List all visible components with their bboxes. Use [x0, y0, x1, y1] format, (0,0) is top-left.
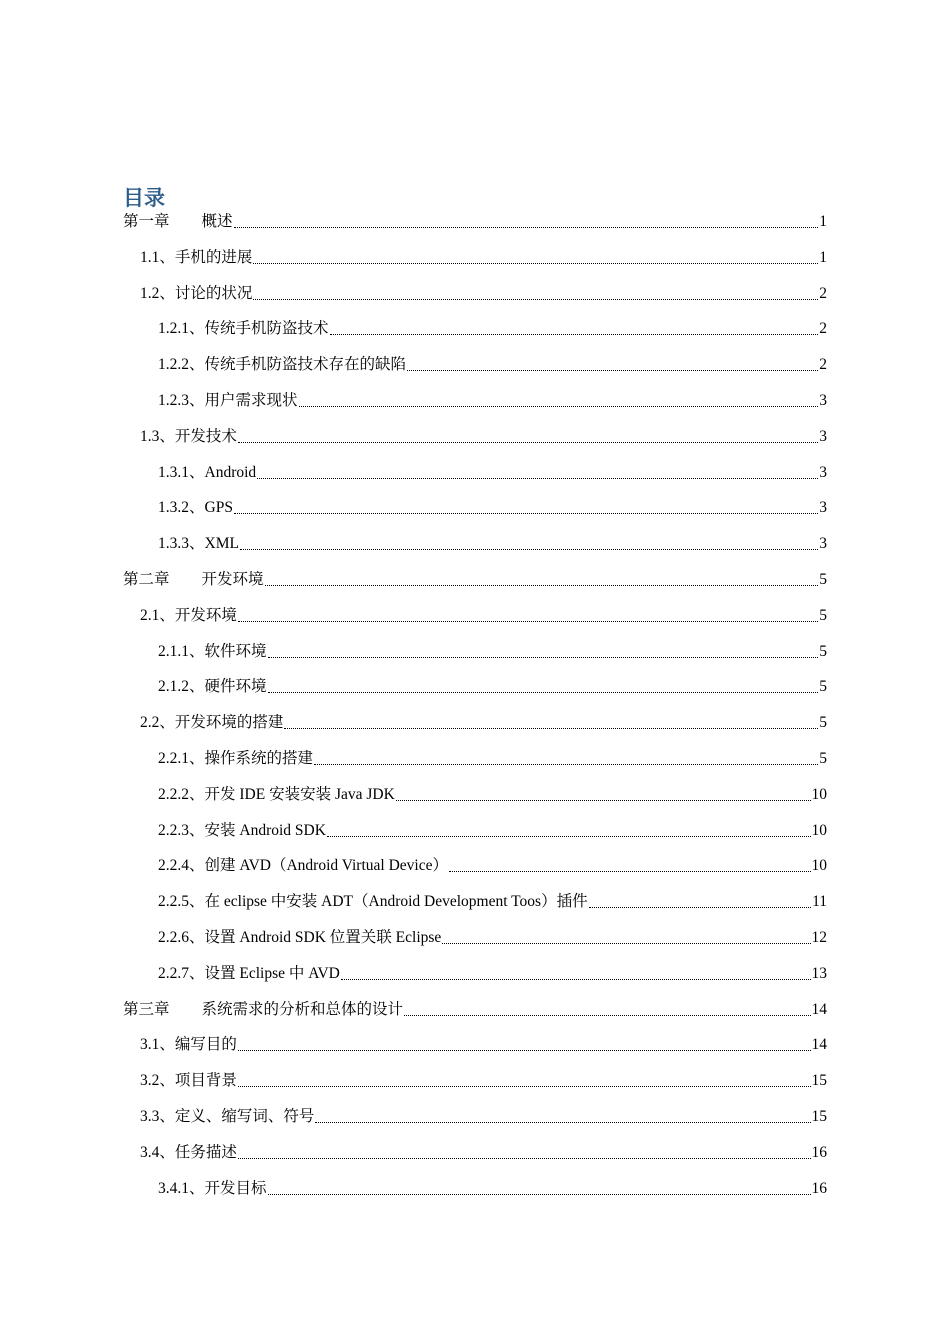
toc-dot-leader: [407, 369, 818, 371]
toc-entry[interactable]: [158, 781, 827, 805]
toc-entry-label: [158, 749, 313, 769]
toc-page-number: 10: [811, 821, 827, 839]
toc-entry-text: 1.2.3、用户需求现状: [158, 392, 298, 409]
toc-dot-leader: [284, 727, 818, 729]
toc-entry[interactable]: [158, 387, 827, 411]
toc-page-number: 14: [811, 1036, 827, 1054]
toc-dot-leader: [327, 835, 811, 837]
toc-page-number: 3: [819, 535, 827, 553]
toc-entry[interactable]: [140, 423, 827, 447]
toc-entry-text: 开发环境: [201, 571, 264, 588]
toc-dot-leader: [234, 226, 819, 228]
toc-entry-text: 2.2.2、开发 IDE 安装安装 Java JDK: [158, 785, 395, 803]
toc-page-number: 5: [819, 642, 827, 660]
toc-entry-label: [158, 319, 329, 339]
toc-entry-text: 3.2、项目背景: [140, 1072, 237, 1090]
toc-dot-leader: [238, 1157, 811, 1159]
toc-entry[interactable]: [158, 924, 827, 948]
toc-page-number: 16: [811, 1143, 827, 1161]
toc-page-number: 12: [811, 929, 827, 946]
toc-entry-text: 3.1、编写目的: [140, 1036, 237, 1054]
toc-entry-label: [158, 677, 267, 697]
toc-entry-label: [158, 785, 395, 805]
toc-entry-text: 2.1、开发环境: [140, 606, 237, 624]
toc-dot-leader: [253, 262, 818, 264]
toc-entry-text: 系统需求的分析和总体的设计: [201, 1000, 404, 1018]
toc-entry[interactable]: [158, 494, 827, 518]
toc-entry-label: [123, 212, 233, 232]
toc-page-number: 10: [811, 785, 827, 803]
toc-entry-text: 3.3、定义、缩写词、符号: [140, 1108, 315, 1125]
toc-entry-label: [140, 248, 252, 268]
toc-entry-label: [140, 713, 283, 733]
toc-entry-text: 2.2.3、安装 Android SDK: [158, 821, 326, 839]
toc-page-number: 5: [819, 571, 827, 588]
toc-page-number: 10: [811, 857, 827, 875]
toc-entry[interactable]: [158, 459, 827, 483]
toc-entry[interactable]: [158, 1175, 827, 1199]
toc-dot-leader: [404, 1014, 810, 1016]
toc-entry-text: 3.4.1、开发目标: [158, 1179, 267, 1197]
toc-entry-label: [123, 1000, 403, 1020]
toc-page-number: 3: [819, 499, 827, 517]
toc-entry-label: [140, 1071, 237, 1091]
toc-entry[interactable]: [158, 960, 827, 984]
toc-dot-leader: [449, 870, 811, 872]
toc-entry[interactable]: [140, 280, 827, 304]
toc-entry-text: 2.2.4、创建 AVD（Android Virtual Device）: [158, 857, 448, 875]
toc-entry[interactable]: [158, 888, 827, 912]
toc-dot-leader: [238, 620, 818, 622]
toc-dot-leader: [268, 691, 819, 693]
toc-page-number: 2: [819, 320, 827, 338]
toc-entry-text: 2.2.6、设置 Android SDK 位置关联 Eclipse: [158, 929, 442, 946]
toc-page-number: 5: [819, 750, 827, 767]
toc-chapter-number: 第一章: [123, 213, 170, 230]
toc-page-number: 3: [819, 392, 827, 409]
toc-dot-leader: [253, 298, 818, 300]
toc-dot-leader: [589, 906, 811, 908]
toc-dot-leader: [442, 942, 810, 944]
toc-page-number: 11: [812, 893, 827, 911]
toc-dot-leader: [234, 512, 818, 514]
toc-entry-label: [140, 606, 237, 626]
toc-entry[interactable]: [140, 1139, 827, 1163]
toc-page-number: 13: [811, 964, 827, 982]
toc-page-number: 1: [819, 248, 827, 266]
toc-dot-leader: [240, 548, 818, 550]
toc-page-number: 15: [811, 1072, 827, 1090]
toc-entry-label: [158, 534, 239, 554]
toc-dot-leader: [238, 1085, 811, 1087]
toc-entry-text: 1.2、讨论的状况: [140, 284, 253, 302]
toc-entry-text: 1.2.1、传统手机防盗技术: [158, 320, 329, 338]
toc-entry[interactable]: [158, 673, 827, 697]
toc-entry-text: 1.2.2、传统手机防盗技术存在的缺陷: [158, 356, 407, 374]
toc-entry[interactable]: [158, 745, 827, 769]
toc-entry-text: 3.4、任务描述: [140, 1143, 237, 1161]
toc-dot-leader: [341, 978, 811, 980]
toc-entry[interactable]: [123, 996, 827, 1020]
toc-entry-label: [158, 1179, 267, 1199]
toc-page-number: 5: [819, 714, 827, 732]
toc-entry-text: 2.1.1、软件环境: [158, 642, 267, 660]
toc-dot-leader: [268, 656, 819, 658]
toc-entry-text: 2.2.5、在 eclipse 中安装 ADT（Android Development Toos）插件: [158, 893, 588, 911]
toc-page-number: 5: [819, 606, 827, 624]
toc-entry-label: [140, 284, 252, 304]
toc-dot-leader: [238, 1049, 811, 1051]
toc-entry[interactable]: [140, 1031, 827, 1055]
toc-entry-label: [158, 964, 340, 984]
toc-entry[interactable]: [140, 1067, 827, 1091]
toc-page-number: 3: [819, 427, 827, 445]
toc-entry-label: [140, 1143, 237, 1163]
toc-entry[interactable]: [158, 638, 827, 662]
toc-entry[interactable]: [158, 852, 827, 876]
toc-entry-text: 1.3.3、XML: [158, 535, 239, 553]
toc-entry-text: 1.3、开发技术: [140, 427, 237, 445]
toc-entry-text: 2.2、开发环境的搭建: [140, 714, 284, 732]
toc-entry-label: [158, 642, 267, 662]
toc-entry-label: [140, 427, 237, 447]
toc-entry-text: 2.2.1、操作系统的搭建: [158, 750, 314, 767]
toc-dot-leader: [299, 405, 819, 407]
toc-entry-text: 2.1.2、硬件环境: [158, 678, 267, 696]
toc-entry-text: 1.3.1、Android: [158, 463, 257, 481]
toc-entry[interactable]: [158, 351, 827, 375]
toc-entry-label: [158, 892, 588, 912]
toc-entry-label: [158, 463, 256, 483]
toc-entry-text: 概述: [201, 213, 233, 230]
toc-page-number: 14: [811, 1000, 827, 1018]
toc-dot-leader: [268, 1193, 811, 1195]
toc-dot-leader: [314, 763, 818, 765]
toc-entry[interactable]: [140, 602, 827, 626]
toc-entry-text: 2.2.7、设置 Eclipse 中 AVD: [158, 964, 340, 982]
toc-chapter-number: 第三章: [123, 1000, 170, 1018]
toc-entry-label: [140, 1107, 314, 1127]
toc-entry[interactable]: [158, 530, 827, 554]
toc-page-number: 1: [819, 213, 827, 230]
toc-page-number: 5: [819, 678, 827, 696]
toc-entry-text: 1.1、手机的进展: [140, 248, 253, 266]
toc-entry[interactable]: [140, 1103, 827, 1127]
toc-chapter-number: 第二章: [123, 571, 170, 588]
toc-entry-label: [158, 391, 298, 411]
toc-entry[interactable]: [140, 709, 827, 733]
toc-dot-leader: [257, 477, 818, 479]
toc-entry[interactable]: [140, 244, 827, 268]
toc-dot-leader: [265, 584, 819, 586]
toc-entry-text: 1.3.2、GPS: [158, 499, 233, 517]
toc-entry-label: [158, 355, 406, 375]
toc-entry-label: [158, 498, 233, 518]
toc-dot-leader: [315, 1121, 810, 1123]
toc-entry-label: [140, 1035, 237, 1055]
toc-page-number: 2: [819, 284, 827, 302]
toc-page-number: 3: [819, 463, 827, 481]
toc-dot-leader: [238, 441, 818, 443]
toc-entry-label: [158, 928, 441, 948]
toc-entry[interactable]: [123, 566, 827, 590]
toc-page-number: 15: [811, 1108, 827, 1125]
toc-page-number: 2: [819, 356, 827, 374]
toc-title: 目录: [123, 186, 165, 210]
toc-entry[interactable]: [123, 208, 827, 232]
toc-entry-label: [123, 570, 264, 590]
toc-entry-label: [158, 856, 448, 876]
toc-entry[interactable]: [158, 817, 827, 841]
toc-page-number: 16: [811, 1179, 827, 1197]
toc-entry-label: [158, 821, 326, 841]
toc-dot-leader: [330, 333, 819, 335]
toc-entry[interactable]: [158, 315, 827, 339]
toc-dot-leader: [396, 799, 811, 801]
